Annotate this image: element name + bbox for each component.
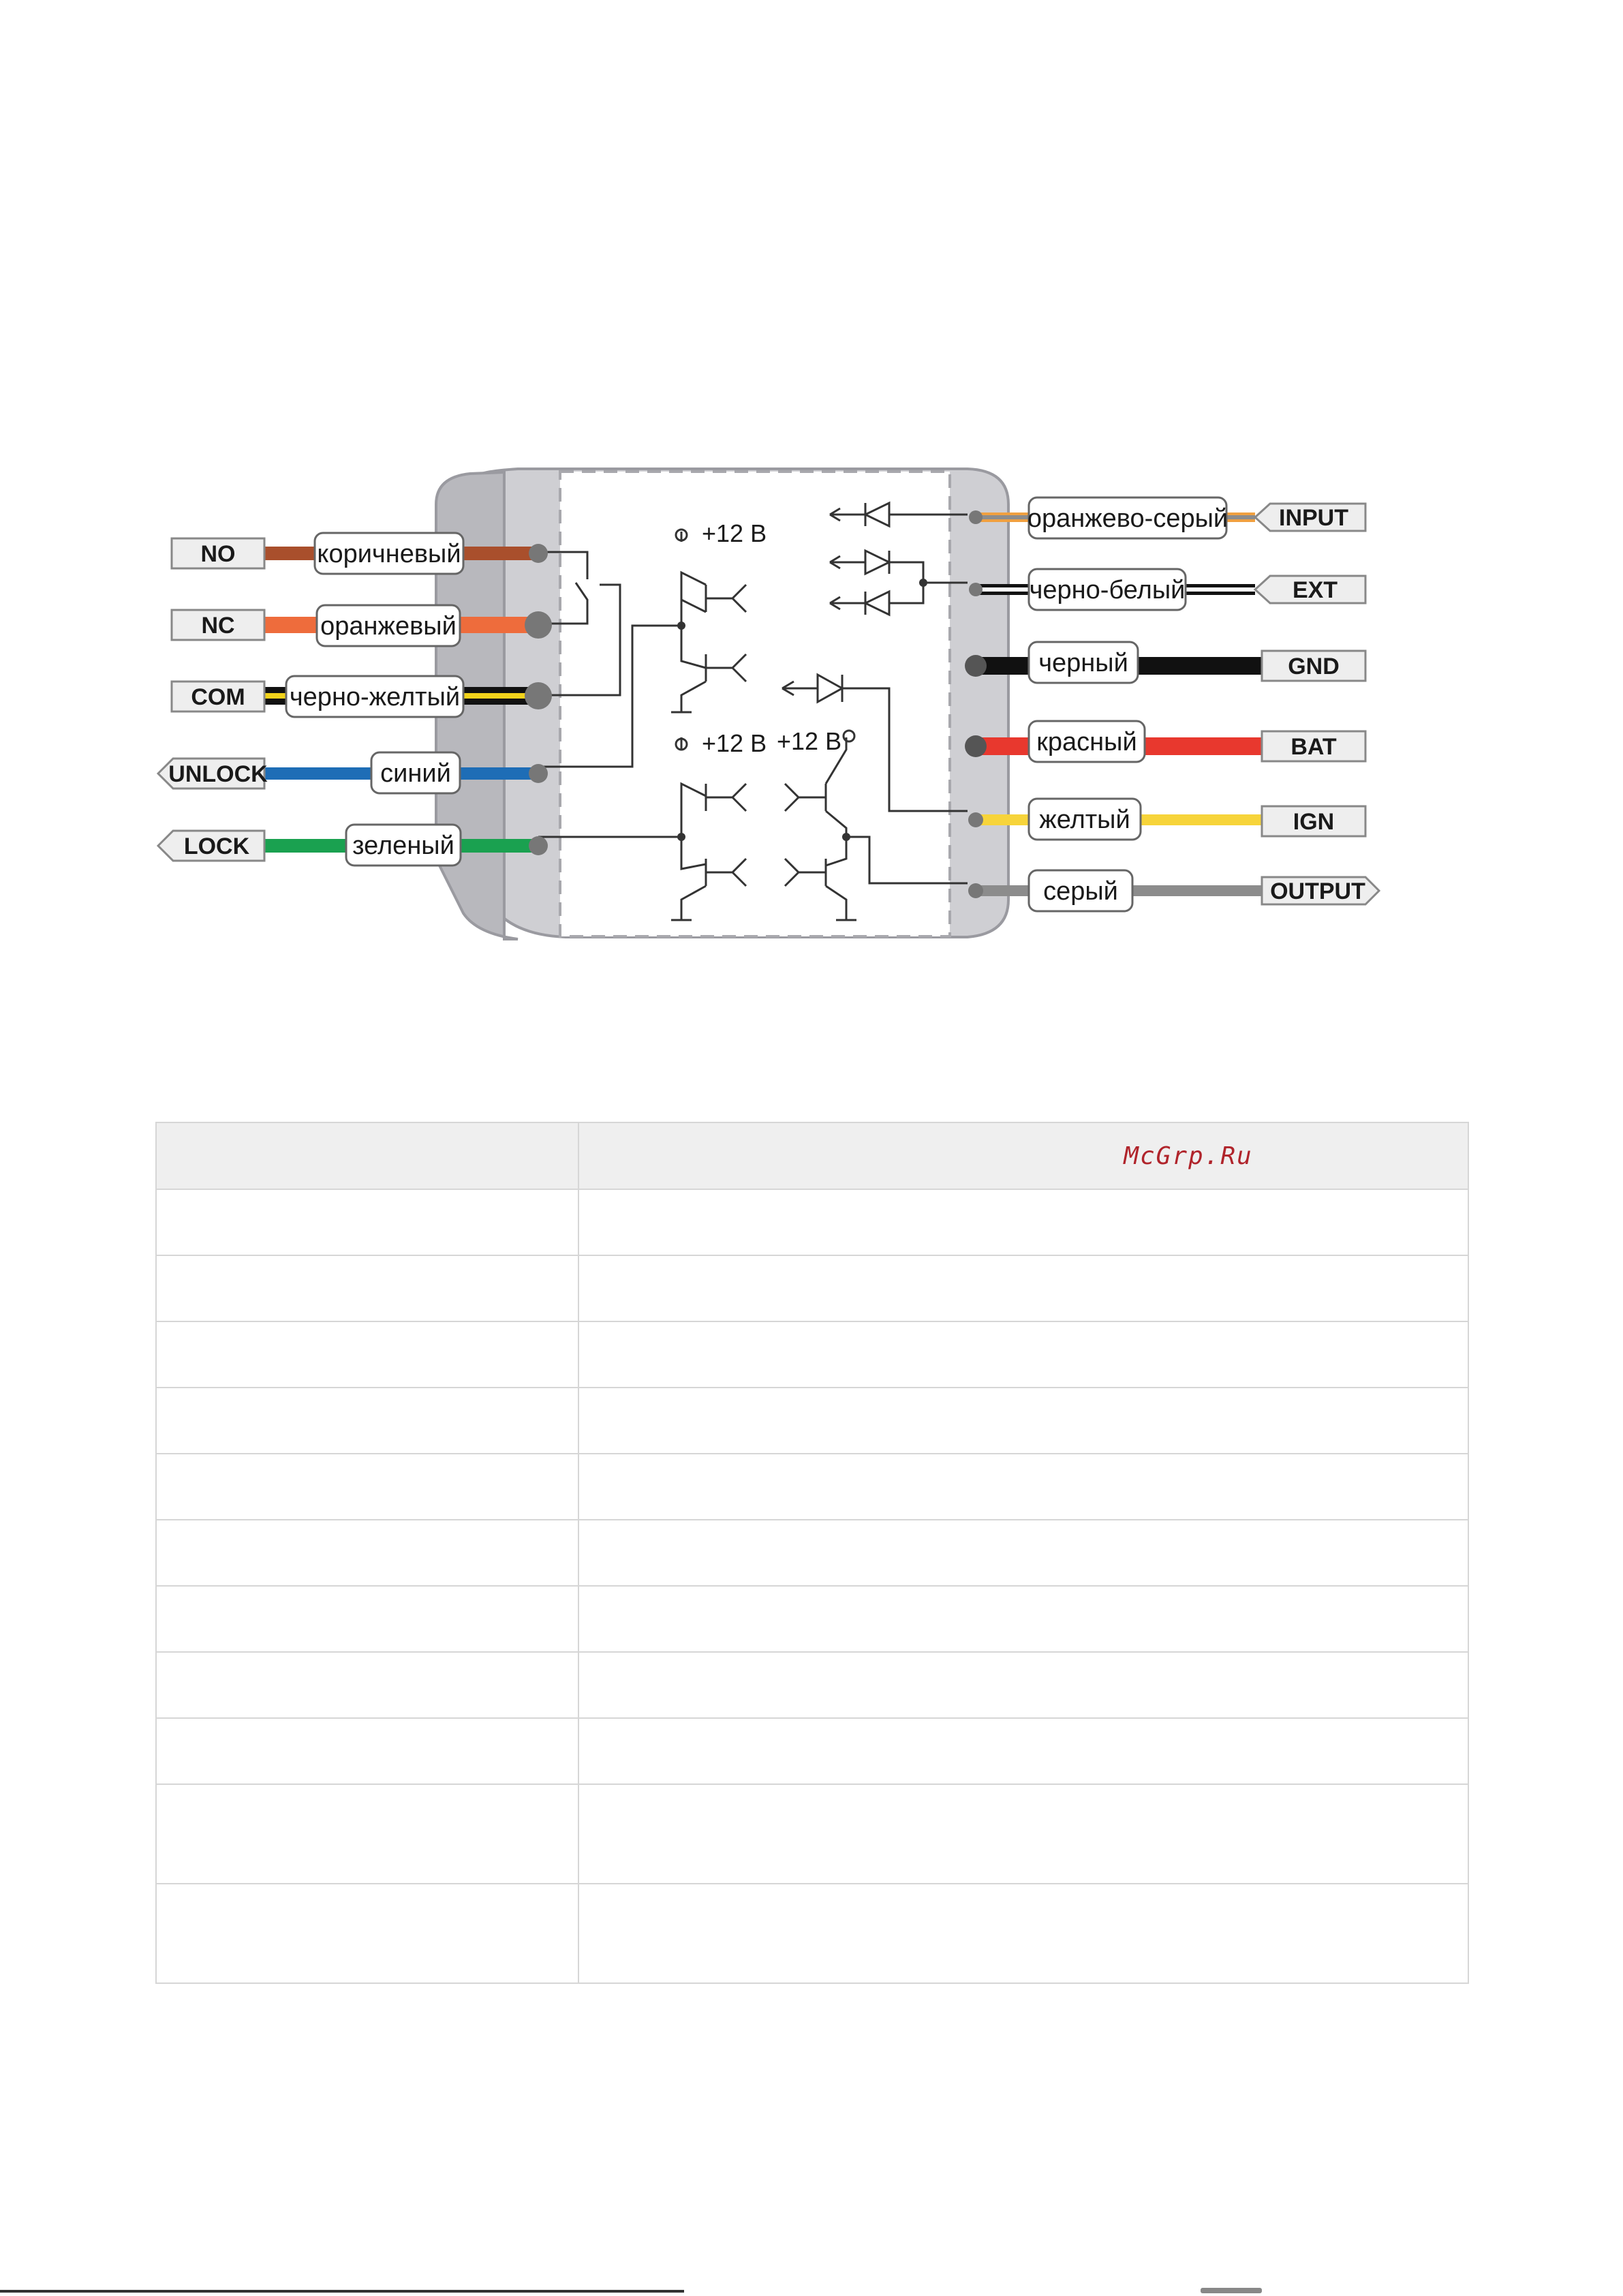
table-cell [156,1884,578,1983]
wire-name: желтый [1039,806,1130,834]
right-wire-gnd [965,642,1365,683]
wire-name: серый [1043,877,1118,906]
table-cell [156,1652,578,1718]
table-cell [156,1388,578,1454]
wire-name: зеленый [352,831,454,860]
wire-name: черно-желтый [289,683,461,711]
right-wire-input [969,498,1365,538]
table-row [156,1388,1468,1454]
table-cell [578,1454,1468,1520]
pin-label: GND [1288,654,1340,679]
table-row [156,1586,1468,1652]
voltage-label: +12 В [702,519,767,547]
table-cell [156,1718,578,1784]
table-row [156,1520,1468,1586]
pin-label: BAT [1290,734,1337,760]
table-row [156,1784,1468,1884]
table-cell [578,1321,1468,1388]
wire-name: черно-белый [1029,576,1186,604]
pin-label: UNLOCK [168,761,268,787]
table-row [156,1255,1468,1321]
footer-mark [1201,2288,1262,2293]
pin-label: COM [191,684,245,710]
table-cell [156,1586,578,1652]
voltage-label: +12 В [702,729,767,757]
table-cell [156,1520,578,1586]
right-wire-ign [968,799,1365,840]
table-cell [578,1388,1468,1454]
right-wire-bat [965,721,1365,762]
pin-label: INPUT [1279,505,1348,531]
table-cell [578,1520,1468,1586]
table-cell [578,1652,1468,1718]
table-header-cell [156,1122,578,1189]
table-cell [578,1255,1468,1321]
wire-name: коричневый [317,540,461,568]
table-cell [578,1718,1468,1784]
pin-label: EXT [1292,577,1338,603]
table-row [156,1884,1468,1983]
table-cell [156,1255,578,1321]
table-cell [156,1454,578,1520]
table-row [156,1189,1468,1255]
voltage-label: +12 В [777,727,842,755]
pin-label: NC [201,613,235,639]
wire-name: синий [380,759,451,788]
table-header-row [156,1122,1468,1189]
table-row [156,1652,1468,1718]
watermark: McGrp.Ru [1124,1142,1253,1170]
table-cell [156,1784,578,1884]
table-row [156,1321,1468,1388]
spec-table [155,1122,1469,1984]
table-row [156,1718,1468,1784]
table-cell [578,1884,1468,1983]
right-wire-ext [969,569,1365,610]
footer-rule [0,2290,684,2293]
right-wire-output [968,870,1379,911]
wire-name: оранжевый [320,612,457,641]
pin-label: OUTPUT [1270,878,1365,904]
pin-label: NO [200,541,236,567]
table-cell [578,1784,1468,1884]
table-cell [578,1189,1468,1255]
pin-label: LOCK [183,833,250,859]
table-cell [156,1321,578,1388]
table-header-cell [578,1122,1468,1189]
table-cell [156,1189,578,1255]
wiring-diagram [0,0,1623,968]
wire-name: оранжево-серый [1027,504,1228,533]
wire-name: черный [1038,649,1128,677]
table-cell [578,1586,1468,1652]
pin-label: IGN [1293,809,1335,835]
wire-name: красный [1036,728,1137,756]
table-row [156,1454,1468,1520]
